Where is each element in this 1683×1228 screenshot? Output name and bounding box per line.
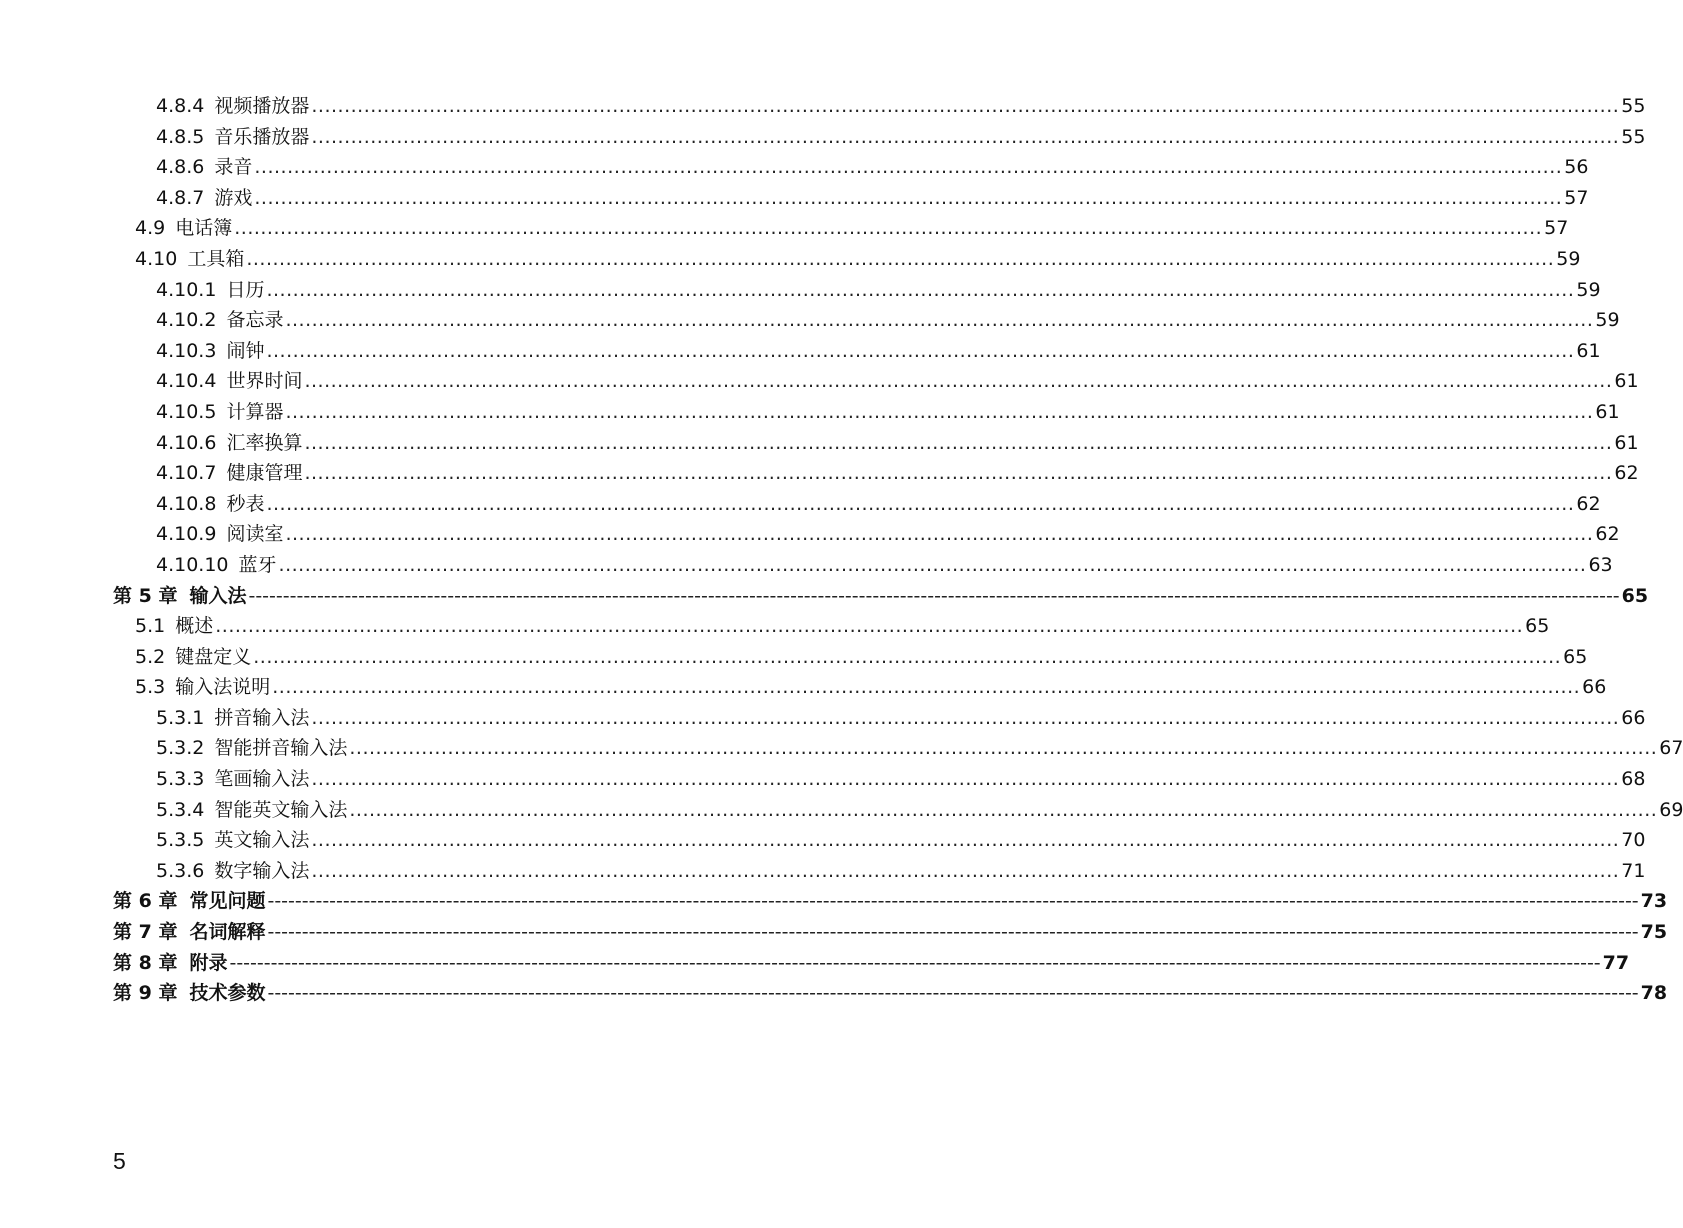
toc-entry-title: 英文输入法 xyxy=(214,829,310,852)
toc-chapter-entry[interactable] xyxy=(0,886,1668,917)
toc-entry-title: 闹钟 xyxy=(226,339,265,362)
toc-entry-number: 4.8.6 xyxy=(156,156,205,179)
toc-leader: ........................................................................................................................................................................................................ xyxy=(285,400,1594,423)
toc-entry-title: 键盘定义 xyxy=(175,645,252,668)
toc-entry-page: 63 xyxy=(1588,553,1613,576)
toc-entry-page: 68 xyxy=(1621,768,1646,791)
toc-leader: -------------------------------------------------------------------------------------------------------------------------------------------------------------------------------------------------------- xyxy=(267,921,1639,944)
toc-entry-title: 附录 xyxy=(189,951,228,974)
toc-leader: ........................................................................................................................................................................................................ xyxy=(246,247,1555,270)
toc-entry-title: 视频播放器 xyxy=(214,95,310,117)
toc-leader: ........................................................................................................................................................................................................ xyxy=(215,615,1524,638)
toc-section-entry[interactable] xyxy=(0,642,1588,673)
toc-entry-number: 第 9 章 xyxy=(113,982,178,1005)
toc-section-entry[interactable] xyxy=(0,152,1589,183)
toc-section-entry[interactable] xyxy=(0,672,1607,703)
toc-section-entry[interactable] xyxy=(0,825,1646,856)
toc-entry-number: 5.3.6 xyxy=(156,859,205,882)
toc-entry-title: 名词解释 xyxy=(189,921,266,944)
toc-leader: ........................................................................................................................................................................................................ xyxy=(304,462,1613,485)
toc-entry-number: 4.10.7 xyxy=(156,462,217,485)
toc-entry-number: 4.10 xyxy=(135,247,178,270)
toc-section-entry[interactable] xyxy=(0,519,1620,550)
toc-entry-number: 4.8.5 xyxy=(156,125,205,148)
toc-entry-title: 概述 xyxy=(175,615,214,638)
toc-section-entry[interactable] xyxy=(0,213,1569,244)
toc-leader: ........................................................................................................................................................................................................ xyxy=(311,768,1620,791)
toc-entry-title: 输入法 xyxy=(189,584,247,607)
toc-entry-title: 笔画输入法 xyxy=(214,768,310,791)
toc-entry-page: 55 xyxy=(1621,125,1646,148)
toc-entry-title: 常见问题 xyxy=(189,890,266,913)
toc-entry-number: 5.3 xyxy=(135,676,166,699)
toc-section-entry[interactable] xyxy=(0,366,1639,397)
toc-entry-title: 阅读室 xyxy=(226,523,284,546)
toc-entry-title: 智能英文输入法 xyxy=(214,798,348,821)
toc-chapter-entry[interactable] xyxy=(0,917,1668,948)
toc-entry-number: 4.10.6 xyxy=(156,431,217,454)
toc-entry-title: 蓝牙 xyxy=(238,553,277,576)
toc-entry-page: 59 xyxy=(1556,247,1581,270)
toc-leader: ........................................................................................................................................................................................................ xyxy=(253,645,1562,668)
toc-entry-number: 5.3.1 xyxy=(156,706,205,729)
toc-entry-number: 4.8.7 xyxy=(156,186,205,209)
toc-section-entry[interactable] xyxy=(0,244,1581,275)
toc-section-entry[interactable] xyxy=(0,611,1550,642)
toc-section-entry[interactable] xyxy=(0,764,1646,795)
toc-leader: ........................................................................................................................................................................................................ xyxy=(278,553,1587,576)
toc-entry-number: 4.10.2 xyxy=(156,309,217,332)
toc-entry-title: 拼音输入法 xyxy=(214,706,310,729)
toc-entry-page: 73 xyxy=(1640,890,1668,913)
toc-leader: ........................................................................................................................................................................................................ xyxy=(311,95,1620,117)
toc-entry-page: 65 xyxy=(1621,584,1649,607)
toc-entry-page: 66 xyxy=(1621,706,1646,729)
toc-entry-page: 71 xyxy=(1621,859,1646,882)
toc-leader: ........................................................................................................................................................................................................ xyxy=(272,676,1581,699)
toc-entry-page: 55 xyxy=(1621,95,1646,117)
toc-entry-page: 70 xyxy=(1621,829,1646,852)
toc-leader: -------------------------------------------------------------------------------------------------------------------------------------------------------------------------------------------------------- xyxy=(229,951,1601,974)
toc-entry-page: 61 xyxy=(1595,400,1620,423)
toc-entry-number: 5.1 xyxy=(135,615,166,638)
toc-entry-page: 62 xyxy=(1595,523,1620,546)
toc-entry-page: 67 xyxy=(1659,737,1683,760)
toc-entry-title: 技术参数 xyxy=(189,982,266,1005)
toc-section-entry[interactable] xyxy=(0,428,1639,459)
toc-section-entry[interactable] xyxy=(0,856,1646,887)
toc-entry-title: 电话簿 xyxy=(175,217,233,240)
toc-leader: ........................................................................................................................................................................................................ xyxy=(311,829,1620,852)
toc-section-entry[interactable] xyxy=(0,550,1613,581)
page-number: 5 xyxy=(113,1148,126,1174)
toc-entry-number: 5.3.2 xyxy=(156,737,205,760)
toc-chapter-entry[interactable] xyxy=(0,948,1630,979)
toc-entry-number: 第 7 章 xyxy=(113,921,178,944)
toc-entry-page: 61 xyxy=(1576,339,1601,362)
toc-entry-page: 66 xyxy=(1582,676,1607,699)
toc-entry-number: 5.3.4 xyxy=(156,798,205,821)
toc-chapter-entry[interactable] xyxy=(0,581,1649,612)
toc-entry-number: 5.2 xyxy=(135,645,166,668)
toc-section-entry[interactable] xyxy=(0,336,1601,367)
toc-entry-title: 计算器 xyxy=(226,400,284,423)
toc-leader: ........................................................................................................................................................................................................ xyxy=(234,217,1543,240)
toc-entry-number: 5.3.3 xyxy=(156,768,205,791)
toc-entry-page: 57 xyxy=(1544,217,1569,240)
toc-leader: ........................................................................................................................................................................................................ xyxy=(311,125,1620,148)
toc-entry-page: 77 xyxy=(1602,951,1630,974)
toc-entry-page: 56 xyxy=(1564,156,1589,179)
toc-entry-page: 59 xyxy=(1595,309,1620,332)
toc-entry-number: 4.10.9 xyxy=(156,523,217,546)
toc-leader: -------------------------------------------------------------------------------------------------------------------------------------------------------------------------------------------------------- xyxy=(248,584,1620,607)
toc-section-entry[interactable] xyxy=(0,397,1620,428)
toc-entry-title: 游戏 xyxy=(214,186,253,209)
toc-entry-title: 智能拼音输入法 xyxy=(214,737,348,760)
toc-entry-title: 录音 xyxy=(214,156,253,179)
toc-entry-page: 78 xyxy=(1640,982,1668,1005)
toc-entry-page: 75 xyxy=(1640,921,1668,944)
toc-entry-number: 4.10.4 xyxy=(156,370,217,393)
toc-leader: ........................................................................................................................................................................................................ xyxy=(266,492,1575,515)
toc-entry-page: 57 xyxy=(1564,186,1589,209)
toc-entry-number: 5.3.5 xyxy=(156,829,205,852)
toc-leader: ........................................................................................................................................................................................................ xyxy=(285,523,1594,546)
toc-entry-title: 工具箱 xyxy=(187,247,245,270)
toc-entry-number: 4.10.1 xyxy=(156,278,217,301)
toc-section-entry[interactable] xyxy=(0,183,1589,214)
toc-section-entry[interactable] xyxy=(0,91,1646,122)
toc-section-entry[interactable] xyxy=(0,733,1683,764)
toc-entry-number: 第 6 章 xyxy=(113,890,178,913)
toc-entry-number: 4.10.8 xyxy=(156,492,217,515)
toc-leader: ........................................................................................................................................................................................................ xyxy=(285,309,1594,332)
toc-leader: ........................................................................................................................................................................................................ xyxy=(304,370,1613,393)
toc-entry-title: 输入法说明 xyxy=(175,676,271,699)
toc-leader: ........................................................................................................................................................................................................ xyxy=(304,431,1613,454)
toc-entry-page: 59 xyxy=(1576,278,1601,301)
toc-entry-title: 数字输入法 xyxy=(214,859,310,882)
toc-entry-title: 音乐播放器 xyxy=(214,125,310,148)
toc-section-entry[interactable] xyxy=(0,275,1601,306)
toc-section-entry[interactable] xyxy=(0,795,1683,826)
toc-entry-title: 健康管理 xyxy=(226,462,303,485)
toc-entry-number: 4.9 xyxy=(135,217,166,240)
toc-entry-page: 65 xyxy=(1563,645,1588,668)
toc-entry-number: 第 8 章 xyxy=(113,951,178,974)
toc-entry-title: 日历 xyxy=(226,278,265,301)
toc-leader: ........................................................................................................................................................................................................ xyxy=(266,278,1575,301)
toc-entry-page: 61 xyxy=(1614,431,1639,454)
toc-entry-page: 62 xyxy=(1614,462,1639,485)
toc-section-entry[interactable] xyxy=(0,703,1646,734)
toc-entry-title: 备忘录 xyxy=(226,309,284,332)
toc-chapter-entry[interactable] xyxy=(0,978,1668,1009)
toc-section-entry[interactable] xyxy=(0,489,1601,520)
toc-leader: ........................................................................................................................................................................................................ xyxy=(349,737,1658,760)
toc-section-entry[interactable] xyxy=(0,305,1620,336)
toc-leader: ........................................................................................................................................................................................................ xyxy=(311,859,1620,882)
toc-entry-page: 62 xyxy=(1576,492,1601,515)
table-of-contents xyxy=(0,91,1683,1009)
toc-entry-number: 第 5 章 xyxy=(113,584,178,607)
toc-entry-page: 65 xyxy=(1525,615,1550,638)
toc-leader: -------------------------------------------------------------------------------------------------------------------------------------------------------------------------------------------------------- xyxy=(267,890,1639,913)
toc-leader: ........................................................................................................................................................................................................ xyxy=(266,339,1575,362)
toc-entry-number: 4.8.4 xyxy=(156,95,205,117)
toc-entry-page: 69 xyxy=(1659,798,1683,821)
toc-leader: ........................................................................................................................................................................................................ xyxy=(254,156,1563,179)
toc-entry-title: 世界时间 xyxy=(226,370,303,393)
toc-leader: -------------------------------------------------------------------------------------------------------------------------------------------------------------------------------------------------------- xyxy=(267,982,1639,1005)
toc-entry-title: 汇率换算 xyxy=(226,431,303,454)
toc-entry-page: 61 xyxy=(1614,370,1639,393)
toc-section-entry[interactable] xyxy=(0,458,1639,489)
toc-entry-title: 秒表 xyxy=(226,492,265,515)
toc-entry-number: 4.10.5 xyxy=(156,400,217,423)
toc-leader: ........................................................................................................................................................................................................ xyxy=(311,706,1620,729)
toc-entry-number: 4.10.3 xyxy=(156,339,217,362)
toc-leader: ........................................................................................................................................................................................................ xyxy=(254,186,1563,209)
toc-entry-number: 4.10.10 xyxy=(156,553,229,576)
toc-section-entry[interactable] xyxy=(0,122,1646,153)
toc-leader: ........................................................................................................................................................................................................ xyxy=(349,798,1658,821)
